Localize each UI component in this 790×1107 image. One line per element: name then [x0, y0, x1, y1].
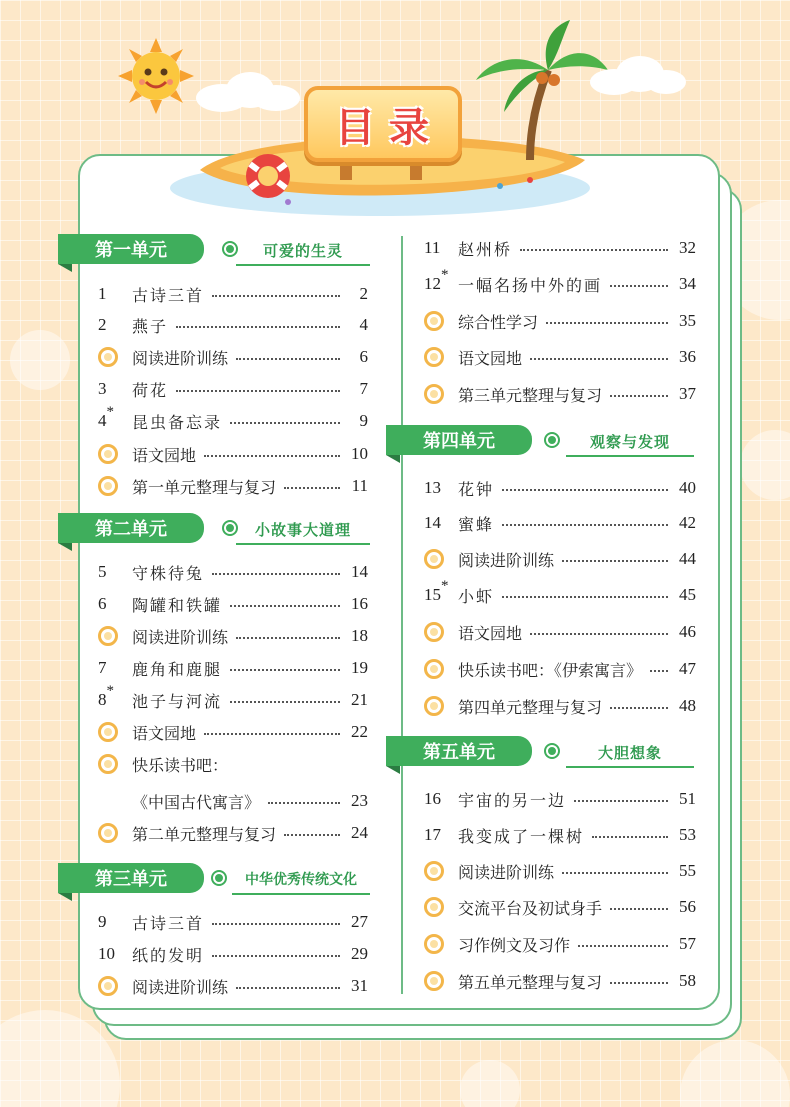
unit-theme: 观察与发现	[589, 432, 670, 451]
toc-entry[interactable]	[424, 474, 696, 502]
exercise-circle-icon	[424, 934, 444, 954]
unit-banner	[386, 736, 694, 776]
unit-banner	[386, 425, 694, 465]
lesson-number	[424, 238, 458, 258]
toc-entry[interactable]	[424, 509, 696, 537]
page-number: 9	[359, 411, 368, 430]
lesson-number	[424, 513, 458, 533]
exercise-circle-icon	[98, 976, 118, 996]
lesson-number-text: 12	[424, 274, 441, 293]
page-number: 29	[351, 944, 368, 963]
lesson-number	[424, 478, 458, 498]
entry-title: 第二单元整理与复习	[132, 824, 277, 844]
entry-title: 语文园地	[132, 723, 197, 743]
lesson-number-text: 15	[424, 585, 441, 604]
cloud-icon	[588, 54, 688, 98]
optional-lesson-star: *	[106, 404, 114, 420]
lesson-number-text: 6	[98, 594, 107, 613]
lesson-number	[98, 944, 132, 964]
dot-leader	[212, 573, 340, 575]
exercise-circle-icon	[424, 384, 444, 404]
bullet-dot-icon	[546, 745, 558, 757]
lesson-number	[98, 315, 132, 335]
entry-title: 语文园地	[458, 623, 523, 643]
page-number: 6	[359, 347, 368, 366]
exercise-circle-icon	[98, 754, 118, 774]
lesson-number-text: 8	[98, 690, 107, 709]
lesson-number	[98, 404, 132, 431]
entry-title: 第三单元整理与复习	[458, 385, 603, 405]
dot-leader	[610, 908, 668, 910]
unit-banner	[58, 234, 370, 274]
toc-entry[interactable]	[98, 787, 368, 815]
entry-title: 古诗三首	[132, 913, 205, 933]
unit-theme: 中华优秀传统文化	[245, 872, 357, 888]
page-number: 55	[679, 861, 696, 880]
lesson-number	[98, 379, 132, 399]
entry-title: 燕子	[132, 316, 169, 336]
dot-leader	[230, 669, 340, 671]
lesson-number-text: 10	[98, 944, 115, 963]
entry-title: 交流平台及初试身手	[458, 898, 603, 918]
lesson-number-text: 7	[98, 658, 107, 677]
bullet-dot-icon	[224, 243, 236, 255]
lesson-number-text: 2	[98, 315, 107, 334]
cloud-icon	[192, 70, 302, 114]
page-number: 37	[679, 384, 696, 403]
entry-title: 纸的发明	[132, 945, 205, 965]
entry-title: 快乐读书吧：	[132, 755, 229, 775]
dot-leader	[578, 945, 668, 947]
page-number: 21	[351, 690, 368, 709]
page-number: 16	[351, 594, 368, 613]
exercise-circle-icon	[98, 347, 118, 367]
unit-theme: 小故事大道理	[254, 520, 351, 539]
entry-title: 第五单元整理与复习	[458, 972, 603, 992]
lesson-number-text: 14	[424, 513, 441, 532]
unit-theme: 可爱的生灵	[262, 241, 343, 260]
page-number: 2	[359, 284, 368, 303]
dot-leader	[530, 358, 668, 360]
dot-leader	[562, 560, 668, 562]
entry-title: 习作例文及习作	[458, 935, 571, 955]
toc-entry[interactable]	[424, 785, 696, 813]
toc-entry[interactable]	[424, 343, 696, 371]
dot-leader	[284, 487, 340, 489]
unit-label: 第五单元	[386, 736, 532, 766]
entry-title: 第四单元整理与复习	[458, 697, 603, 717]
optional-lesson-star: *	[441, 267, 449, 283]
exercise-circle-icon	[424, 347, 444, 367]
lesson-number	[424, 578, 458, 605]
lesson-number	[424, 267, 458, 294]
lesson-number-text: 1	[98, 284, 107, 303]
page-number: 34	[679, 274, 696, 293]
dot-leader	[650, 670, 668, 672]
dot-leader	[546, 322, 668, 324]
exercise-circle-icon	[424, 659, 444, 679]
exercise-circle-icon	[98, 722, 118, 742]
toc-entry[interactable]	[424, 655, 696, 683]
page-number: 40	[679, 478, 696, 497]
bullet-dot-icon	[224, 522, 236, 534]
page-number: 4	[359, 315, 368, 334]
lesson-number-text: 4	[98, 411, 107, 430]
dot-leader	[236, 358, 340, 360]
sun-icon	[118, 38, 194, 114]
background-bubble	[680, 1040, 790, 1107]
toc-entry[interactable]	[98, 590, 368, 618]
dot-leader	[230, 422, 340, 424]
dot-leader	[502, 596, 668, 598]
exercise-circle-icon	[424, 897, 444, 917]
toc-entry[interactable]	[98, 750, 368, 778]
exercise-circle-icon	[98, 476, 118, 496]
unit-label: 第二单元	[58, 513, 204, 543]
exercise-circle-icon	[98, 444, 118, 464]
page-number: 23	[351, 791, 368, 810]
toc-entry[interactable]	[424, 618, 696, 646]
dot-leader	[284, 834, 340, 836]
optional-lesson-star: *	[106, 683, 114, 699]
page-number: 53	[679, 825, 696, 844]
unit-banner	[58, 863, 370, 903]
dot-leader	[212, 923, 340, 925]
entry-title: 第一单元整理与复习	[132, 477, 277, 497]
page-number: 32	[679, 238, 696, 257]
toc-entry[interactable]	[98, 718, 368, 746]
entry-title: 我变成了一棵树	[458, 826, 585, 846]
entry-title: 宇宙的另一边	[458, 790, 567, 810]
dot-leader	[268, 802, 340, 804]
entry-title: 阅读进阶训练	[132, 977, 229, 997]
entry-title: 阅读进阶训练	[132, 627, 229, 647]
lesson-number	[98, 284, 132, 304]
life-ring-icon	[246, 154, 290, 198]
lesson-number-text: 3	[98, 379, 107, 398]
dot-leader	[610, 707, 668, 709]
toc-entry[interactable]	[98, 404, 368, 435]
page-number: 7	[359, 379, 368, 398]
dot-leader	[610, 982, 668, 984]
entry-title: 快乐读书吧：《伊索寓言》	[458, 660, 643, 680]
entry-title: 阅读进阶训练	[458, 862, 555, 882]
entry-title: 语文园地	[132, 445, 197, 465]
page-number: 45	[679, 585, 696, 604]
entry-title: 花钟	[458, 479, 495, 499]
entry-title: 小虾	[458, 586, 495, 606]
lesson-number	[424, 789, 458, 809]
toc-entry[interactable]	[424, 893, 696, 921]
dot-leader	[502, 489, 668, 491]
background-bubble	[740, 430, 790, 500]
lesson-number-text: 13	[424, 478, 441, 497]
page-number: 57	[679, 934, 696, 953]
page-number: 22	[351, 722, 368, 741]
optional-lesson-star: *	[441, 578, 449, 594]
exercise-circle-icon	[424, 971, 444, 991]
toc-entry[interactable]	[98, 472, 368, 500]
lesson-number-text: 11	[424, 238, 441, 257]
dot-leader	[236, 987, 340, 989]
unit-label: 第四单元	[386, 425, 532, 455]
entry-title: 古诗三首	[132, 285, 205, 305]
page-number: 36	[679, 347, 696, 366]
dot-leader	[176, 390, 340, 392]
dot-leader	[610, 285, 668, 287]
page-number: 31	[351, 976, 368, 995]
entry-title: 蜜蜂	[458, 514, 495, 534]
page-number: 18	[351, 626, 368, 645]
entry-title: 池子与河流	[132, 691, 223, 711]
lesson-number	[98, 594, 132, 614]
toc-entry[interactable]	[98, 311, 368, 339]
dot-leader	[520, 249, 668, 251]
toc-entry[interactable]	[98, 908, 368, 936]
page-number: 19	[351, 658, 368, 677]
toc-entry[interactable]	[98, 622, 368, 650]
column-divider	[401, 236, 403, 994]
lesson-number-text: 5	[98, 562, 107, 581]
page-number: 46	[679, 622, 696, 641]
page-number: 44	[679, 549, 696, 568]
exercise-circle-icon	[424, 696, 444, 716]
entry-title: 昆虫备忘录	[132, 412, 223, 432]
exercise-circle-icon	[98, 823, 118, 843]
lesson-number-text: 16	[424, 789, 441, 808]
page-number: 14	[351, 562, 368, 581]
entry-title: 陶罐和铁罐	[132, 595, 223, 615]
page-number: 35	[679, 311, 696, 330]
toc-entry[interactable]	[424, 821, 696, 849]
dot-leader	[236, 637, 340, 639]
unit-label: 第三单元	[58, 863, 204, 893]
toc-entry[interactable]	[98, 972, 368, 1000]
toc-entry[interactable]	[424, 578, 696, 609]
lesson-number-text: 17	[424, 825, 441, 844]
lesson-number-text: 9	[98, 912, 107, 931]
exercise-circle-icon	[424, 549, 444, 569]
toc-entry[interactable]	[98, 683, 368, 714]
lesson-number	[424, 825, 458, 845]
entry-title: 守株待兔	[132, 563, 205, 583]
background-bubble	[0, 1010, 120, 1107]
page-number: 24	[351, 823, 368, 842]
background-bubble	[10, 330, 70, 390]
page-number: 51	[679, 789, 696, 808]
unit-label: 第一单元	[58, 234, 204, 264]
bullet-dot-icon	[213, 872, 225, 884]
toc-entry[interactable]	[424, 267, 696, 298]
exercise-circle-icon	[424, 311, 444, 331]
dot-leader	[212, 295, 340, 297]
toc-entry[interactable]	[98, 940, 368, 968]
page-number: 58	[679, 971, 696, 990]
unit-banner	[58, 513, 370, 553]
dot-leader	[574, 800, 668, 802]
page-number: 48	[679, 696, 696, 715]
entry-title: 《中国古代寓言》	[132, 792, 261, 812]
page-number: 47	[679, 659, 696, 678]
toc-entry[interactable]	[98, 654, 368, 682]
toc-entry[interactable]	[424, 930, 696, 958]
toc-entry[interactable]	[424, 967, 696, 995]
toc-entry[interactable]	[424, 692, 696, 720]
lesson-number	[98, 562, 132, 582]
lesson-number	[98, 912, 132, 932]
entry-title: 阅读进阶训练	[132, 348, 229, 368]
toc-entry[interactable]	[424, 857, 696, 885]
lesson-number	[98, 658, 132, 678]
toc-entry[interactable]	[98, 343, 368, 371]
unit-theme: 大胆想象	[597, 743, 662, 762]
page-number: 27	[351, 912, 368, 931]
entry-title: 鹿角和鹿腿	[132, 659, 223, 679]
entry-title: 赵州桥	[458, 239, 513, 259]
page-number: 56	[679, 897, 696, 916]
exercise-circle-icon	[424, 622, 444, 642]
dot-leader	[204, 455, 340, 457]
toc-entry[interactable]	[424, 234, 696, 262]
background-bubble	[460, 1060, 520, 1107]
dot-leader	[502, 524, 668, 526]
exercise-circle-icon	[98, 626, 118, 646]
dot-leader	[176, 326, 340, 328]
toc-entry[interactable]	[98, 558, 368, 586]
dot-leader	[530, 633, 668, 635]
toc-entry[interactable]	[98, 440, 368, 468]
dot-leader	[610, 395, 668, 397]
page-number: 10	[351, 444, 368, 463]
dot-leader	[230, 605, 340, 607]
dot-leader	[212, 955, 340, 957]
toc-entry[interactable]	[98, 819, 368, 847]
page-title: 目录	[304, 86, 462, 162]
page-number: 42	[679, 513, 696, 532]
dot-leader	[562, 872, 668, 874]
lesson-number	[98, 683, 132, 710]
toc-entry[interactable]	[424, 380, 696, 408]
toc-entry[interactable]	[98, 375, 368, 403]
toc-entry[interactable]	[98, 280, 368, 308]
entry-title: 语文园地	[458, 348, 523, 368]
dot-leader	[230, 701, 340, 703]
entry-title: 阅读进阶训练	[458, 550, 555, 570]
entry-title: 荷花	[132, 380, 169, 400]
toc-entry[interactable]	[424, 307, 696, 335]
bullet-dot-icon	[546, 434, 558, 446]
dot-leader	[592, 836, 668, 838]
dot-leader	[204, 733, 340, 735]
exercise-circle-icon	[424, 861, 444, 881]
toc-entry[interactable]	[424, 545, 696, 573]
entry-title: 一幅名扬中外的画	[458, 275, 603, 295]
entry-title: 综合性学习	[458, 312, 539, 332]
page-number: 11	[351, 476, 368, 495]
